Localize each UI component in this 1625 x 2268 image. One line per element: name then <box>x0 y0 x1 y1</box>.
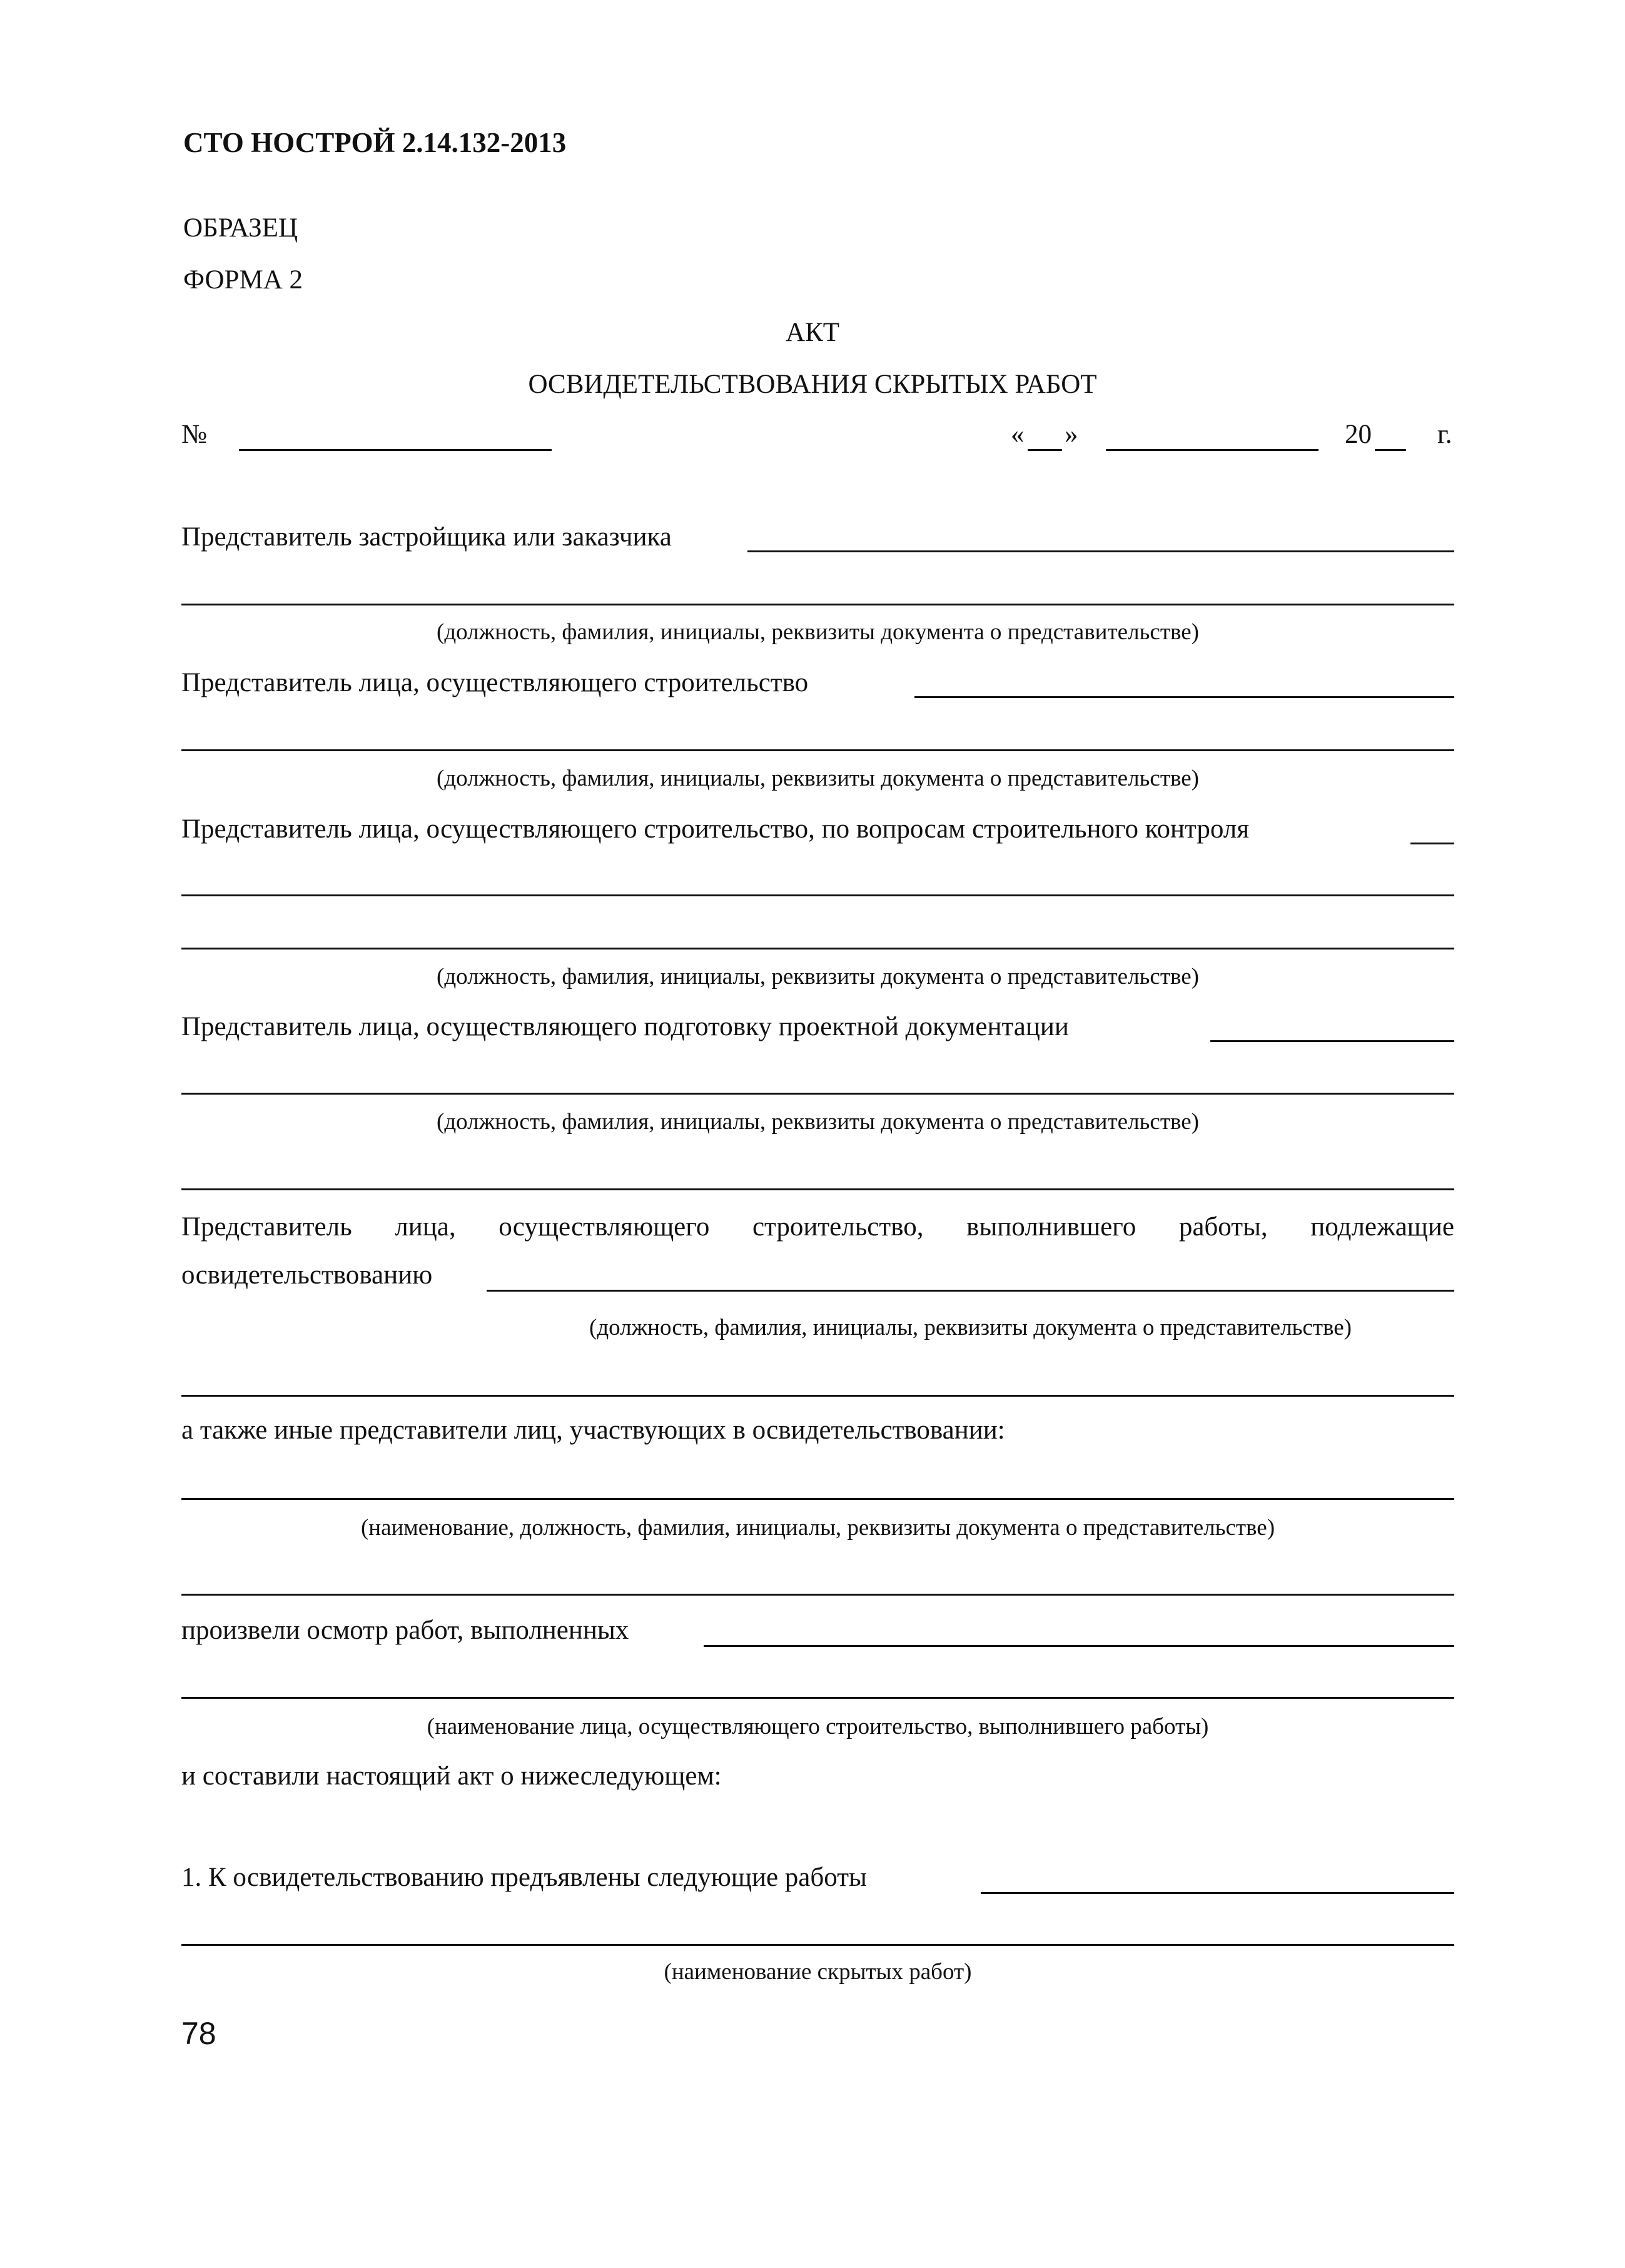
developer-rep-label: Представитель застройщика или заказчика <box>181 522 672 552</box>
number-sign: № <box>181 420 208 449</box>
performer-rep-field-2[interactable] <box>181 1395 1454 1397</box>
builder-control-rep-field-2[interactable] <box>181 894 1454 896</box>
item1-label: 1. К освидетельствованию предъявлены следующие работы <box>181 1863 867 1892</box>
month-field[interactable] <box>1106 449 1319 451</box>
builder-rep-field-2[interactable] <box>181 749 1454 751</box>
year-suffix: г. <box>1437 420 1452 449</box>
developer-rep-field-2[interactable] <box>181 604 1454 605</box>
builder-control-rep-label: Представитель лица, осуществляющего строительство, по вопросам строительного контроля <box>181 814 1250 844</box>
standard-code: СТО НОСТРОЙ 2.14.132-2013 <box>183 127 567 158</box>
designer-rep-field-2[interactable] <box>181 1093 1454 1095</box>
performer-rep-field[interactable] <box>487 1290 1454 1292</box>
others-caption: (наименование, должность, фамилия, инициалы, реквизиты документа о представительстве) <box>360 1515 1275 1541</box>
performer-org-caption: (наименование лица, осуществляющего строительство, выполнившего работы) <box>427 1714 1209 1739</box>
day-field[interactable] <box>1028 449 1062 451</box>
item1-field-2[interactable] <box>181 1944 1454 1946</box>
builder-control-rep-field[interactable] <box>1410 843 1454 844</box>
inspected-field-2[interactable] <box>181 1697 1454 1699</box>
performer-rep-label: Представитель лица, осуществляющего строительство, выполнившего работы, подлежащие <box>181 1212 1454 1242</box>
developer-rep-field[interactable] <box>747 550 1454 552</box>
others-field-2[interactable] <box>181 1594 1454 1596</box>
year-field[interactable] <box>1375 449 1406 451</box>
year-prefix: 20 <box>1345 420 1372 449</box>
sample-label: ОБРАЗЕЦ <box>183 213 298 243</box>
designer-rep-field[interactable] <box>1210 1040 1454 1042</box>
developer-rep-caption: (должность, фамилия, инициалы, реквизиты документа о представительстве) <box>437 619 1199 645</box>
builder-rep-label: Представитель лица, осуществляющего строительство <box>181 668 809 697</box>
builder-rep-caption: (должность, фамилия, инициалы, реквизиты документа о представительстве) <box>437 766 1199 791</box>
act-number-field[interactable] <box>239 449 552 451</box>
page-number: 78 <box>181 2016 216 2051</box>
builder-rep-field[interactable] <box>914 696 1454 698</box>
day-close-quote: » <box>1065 420 1078 449</box>
inspected-field[interactable] <box>704 1645 1454 1647</box>
form-label: ФОРМА 2 <box>183 265 303 295</box>
builder-control-rep-caption: (должность, фамилия, инициалы, реквизиты документа о представительстве) <box>437 964 1199 990</box>
performer-rep-label-2: освидетельствованию <box>181 1260 433 1290</box>
compiled-label: и составили настоящий акт о нижеследующем: <box>181 1761 722 1791</box>
inspected-label: произвели осмотр работ, выполненных <box>181 1616 629 1645</box>
others-field[interactable] <box>181 1498 1454 1500</box>
designer-rep-field-3[interactable] <box>181 1188 1454 1190</box>
designer-rep-caption: (должность, фамилия, инициалы, реквизиты документа о представительстве) <box>437 1109 1199 1135</box>
day-open-quote: « <box>1011 420 1025 449</box>
act-title: АКТ <box>786 318 839 347</box>
item1-field[interactable] <box>981 1892 1454 1894</box>
act-subtitle: ОСВИДЕТЕЛЬСТВОВАНИЯ СКРЫТЫХ РАБОТ <box>528 370 1097 399</box>
performer-rep-caption: (должность, фамилия, инициалы, реквизиты документа о представительстве) <box>589 1315 1352 1340</box>
builder-control-rep-field-3[interactable] <box>181 948 1454 949</box>
others-label: а также иные представители лиц, участвующих в освидетельствовании: <box>181 1415 1005 1445</box>
hidden-works-caption: (наименование скрытых работ) <box>664 1959 972 1985</box>
designer-rep-label: Представитель лица, осуществляющего подготовку проектной документации <box>181 1012 1069 1041</box>
